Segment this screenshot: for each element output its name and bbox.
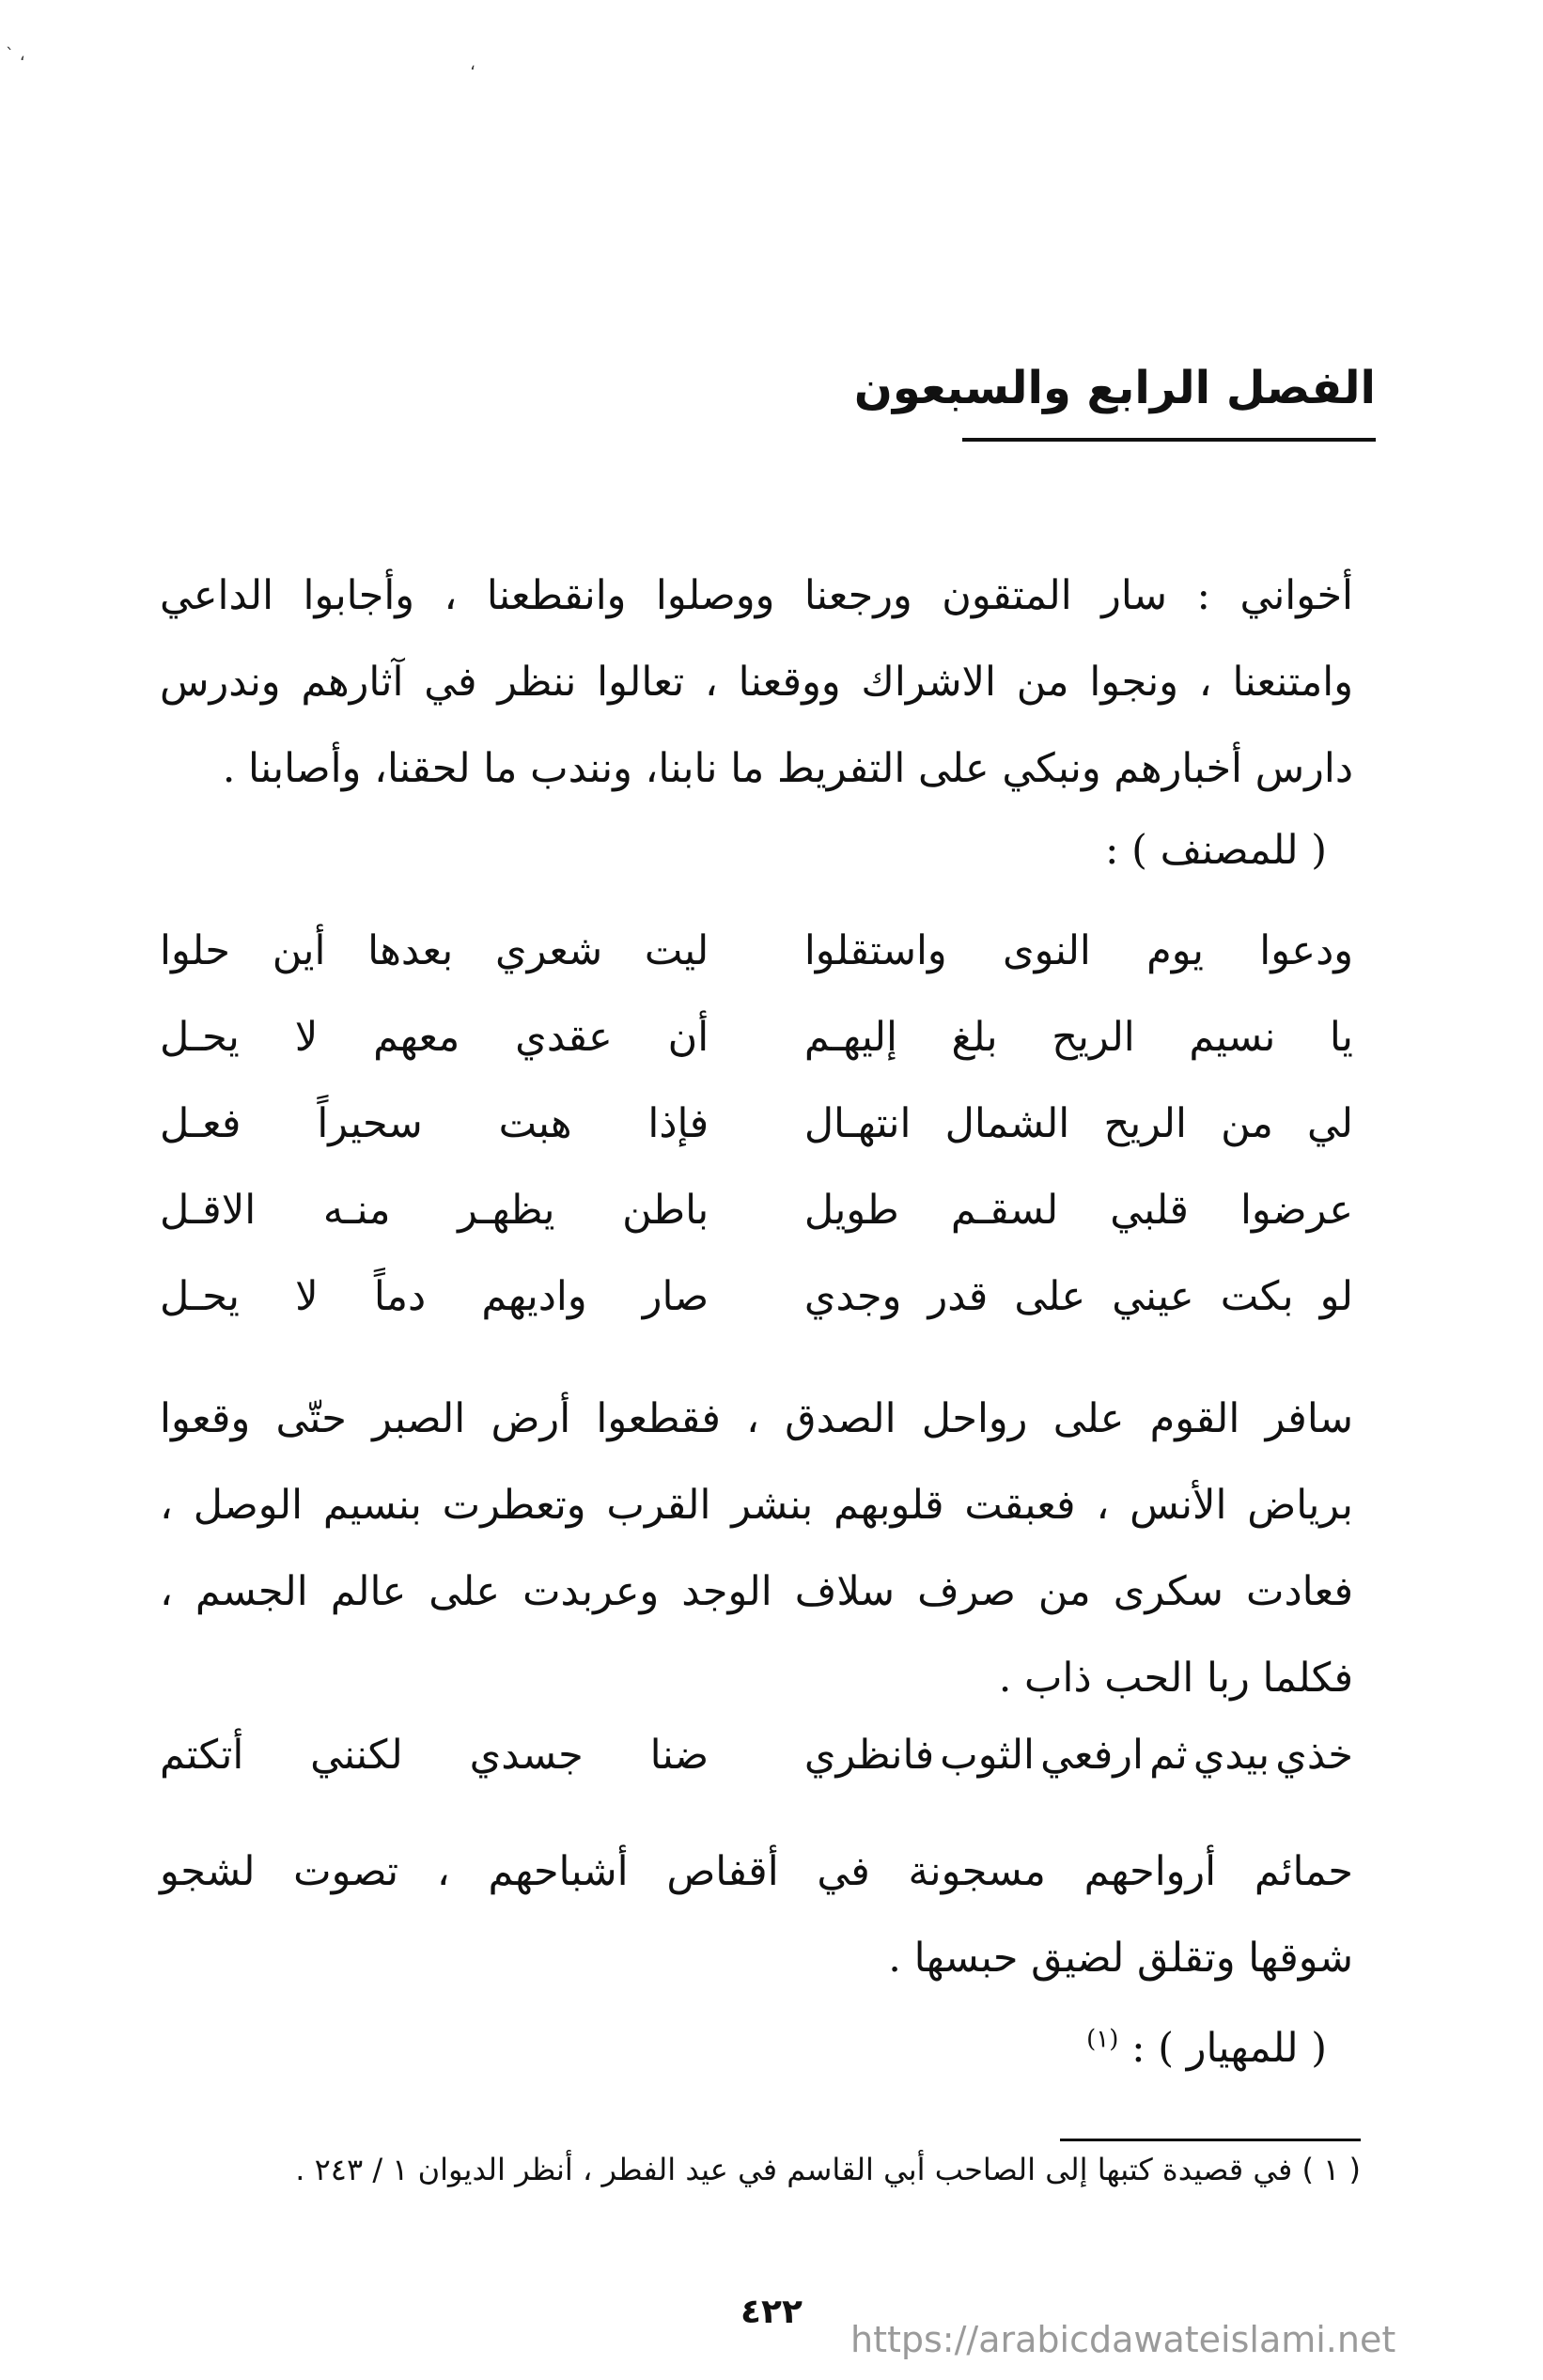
verse-block-2 (160, 1712, 1353, 1798)
verse-word: لي (1307, 1100, 1353, 1147)
verse-second-hemistich (160, 927, 709, 974)
scan-mark: ، (470, 54, 475, 74)
paragraph-line: وامتنعنا ، ونجوا من الاشراك ووقعنا ، تعالوا ننظر في آثارهم وندرس (160, 659, 1353, 706)
verse-line (160, 1712, 1353, 1798)
verse-word: فعـل (160, 1100, 242, 1147)
verse-word: نسيم (1189, 1014, 1276, 1061)
verse-word: سحيراً (317, 1100, 423, 1147)
verse-first-hemistich (804, 1100, 1353, 1147)
paragraph-1 (160, 552, 1353, 812)
verse-word: خذي (1275, 1732, 1353, 1779)
verse-line (160, 1081, 1353, 1167)
verse-word: يا (1329, 1014, 1353, 1061)
verse-word: أن (667, 1014, 709, 1061)
verse-line (160, 1167, 1353, 1253)
verse-word: أتكتم (160, 1732, 244, 1779)
paragraph-3 (160, 1828, 1353, 2001)
paragraph-line: أخواني : سار المتقون ورجعنا ووصلوا وانقطعنا ، وأجابوا الداعي (160, 572, 1353, 619)
verse-word: ضنا (649, 1732, 709, 1779)
verse-word: شعري (494, 927, 603, 974)
verse-word: الريح (1052, 1014, 1135, 1061)
verse-second-hemistich (160, 1100, 709, 1147)
verse-word: دماً (373, 1273, 427, 1320)
verse-word: صار (642, 1273, 709, 1320)
verse-word: بعدها (367, 927, 454, 974)
paragraph-line: شوقها وتقلق لضيق حبسها . (888, 1935, 1353, 1982)
verse-word: أين (272, 927, 326, 974)
verse-word: فانظري (803, 1732, 935, 1779)
paragraph-line: سافر القوم على رواحل الصدق ، فقطعوا أرض الصبر حتّى وقعوا (160, 1395, 1353, 1442)
verse-word: حلوا (160, 927, 230, 974)
verse-word: قدر (927, 1273, 989, 1320)
verse-first-hemistich (804, 1187, 1353, 1234)
verse-word: بيدي (1192, 1732, 1270, 1779)
watermark-url: https://arabicdawateislami.net (850, 2319, 1396, 2360)
paragraph-line: دارس أخبارهم ونبكي على التفريط ما نابنا، ونندب ما لحقنا، وأصابنا . (222, 745, 1353, 792)
verse-word: إليهـم (803, 1014, 897, 1061)
verse-word: بكت (1220, 1273, 1294, 1320)
verse-word: النوى (1002, 927, 1091, 974)
verse-word: انتهـال (803, 1100, 912, 1147)
verse-word: عقدي (515, 1014, 613, 1061)
verse-word: الريح (1103, 1100, 1187, 1147)
paragraph-line: فعادت سكرى من صرف سلاف الوجد وعربدت على عالم الجسم ، (160, 1568, 1353, 1615)
verse-word: الثوب (940, 1732, 1035, 1779)
verse-block-1 (160, 908, 1353, 1340)
verse-line (160, 1253, 1353, 1340)
chapter-title: الفصل الرابع والسبعون (853, 362, 1376, 414)
verse-word: يحـل (160, 1014, 240, 1061)
verse-word: معهم (373, 1014, 460, 1061)
attribution-text: ( للمهيار ) : (1131, 2025, 1327, 2072)
verse-word: فإذا (647, 1100, 709, 1147)
verse-word: على (1014, 1273, 1086, 1320)
verse-word: بلغ (951, 1014, 998, 1061)
verse-word: عرضوا (1239, 1187, 1353, 1234)
verse-first-hemistich (804, 1014, 1353, 1061)
verse-word: ثم (1149, 1732, 1188, 1779)
verse-word: عيني (1112, 1273, 1194, 1320)
verse-word: وجدي (803, 1273, 902, 1320)
page-number: ٤٢٢ (740, 2293, 803, 2331)
attribution-mihyar (1086, 2025, 1327, 2072)
verse-word: واستقلوا (803, 927, 947, 974)
verse-second-hemistich (160, 1273, 709, 1320)
attribution-author (1105, 827, 1327, 874)
verse-first-hemistich (804, 927, 1353, 974)
paragraph-2 (160, 1376, 1353, 1721)
verse-word: جسدي (469, 1732, 584, 1779)
verse-word: لو (1319, 1273, 1353, 1320)
footnote-separator (1060, 2139, 1361, 2141)
verse-word: ارفعي (1040, 1732, 1144, 1779)
scan-mark: ، ` (6, 45, 25, 65)
verse-word: لكنني (310, 1732, 403, 1779)
verse-first-hemistich (804, 1732, 1353, 1779)
verse-second-hemistich (160, 1732, 709, 1779)
verse-word: من (1221, 1100, 1273, 1147)
paragraph-line: برياض الأنس ، فعبقت قلوبهم بنشر القرب وتعطرت بنسيم الوصل ، (160, 1482, 1353, 1529)
footnote: ( ١ ) في قصيدة كتبها إلى الصاحب أبي القاسم في عيد الفطر ، أنظر الديوان ١ / ٢٤٣ . (295, 2152, 1361, 2187)
verse-word: الاقـل (160, 1187, 257, 1234)
verse-word: طويل (803, 1187, 899, 1234)
verse-line (160, 994, 1353, 1081)
verse-word: ليت (644, 927, 709, 974)
verse-word: هبت (498, 1100, 572, 1147)
verse-second-hemistich (160, 1014, 709, 1061)
verse-first-hemistich (804, 1273, 1353, 1320)
verse-word: لا (295, 1273, 319, 1320)
verse-word: ودعوا (1259, 927, 1353, 974)
verse-word: يحـل (160, 1273, 240, 1320)
verse-word: منـه (322, 1187, 391, 1234)
verse-word: يوم (1146, 927, 1204, 974)
verse-word: قلبي (1110, 1187, 1189, 1234)
paragraph-line: حمائم أرواحهم مسجونة في أقفاص أشباحهم ، تصوت لشجو (160, 1848, 1353, 1895)
verse-word: باطن (622, 1187, 709, 1234)
footnote-marker: (١) (1086, 2025, 1119, 2054)
attribution-text: ( للمصنف ) : (1104, 827, 1327, 874)
verse-word: يظهـر (458, 1187, 555, 1234)
verse-line (160, 908, 1353, 994)
verse-word: لا (294, 1014, 319, 1061)
verse-second-hemistich (160, 1187, 709, 1234)
verse-word: واديهم (481, 1273, 587, 1320)
paragraph-line: فكلما ربا الحب ذاب . (998, 1655, 1353, 1702)
verse-word: الشمال (944, 1100, 1070, 1147)
title-underline (962, 438, 1376, 442)
verse-word: لسقـم (950, 1187, 1059, 1234)
